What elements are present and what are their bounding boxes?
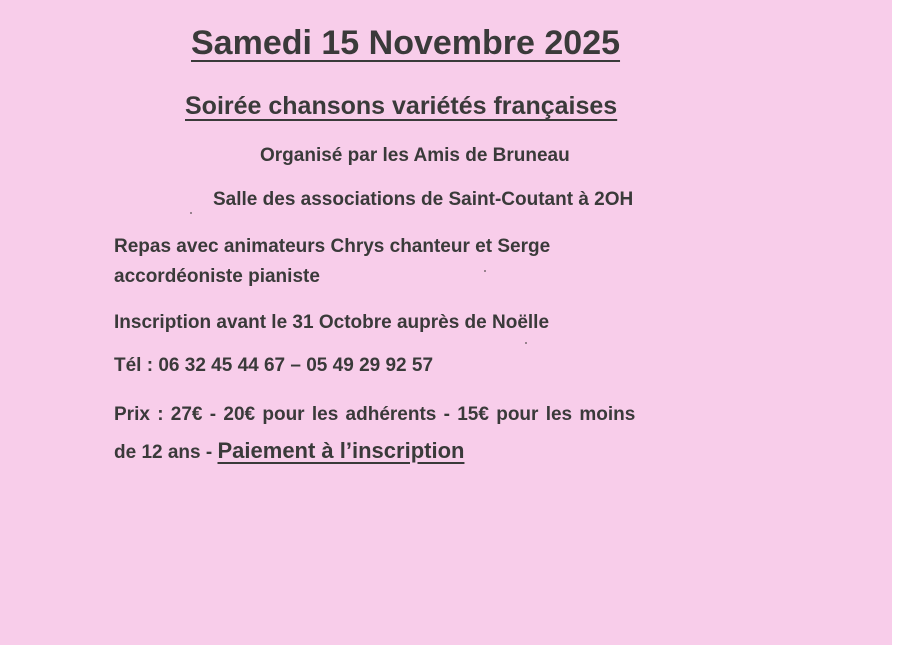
organiser-line: Organisé par les Amis de Bruneau — [260, 145, 570, 166]
price-line-2 — [114, 438, 464, 464]
paper-speck — [190, 212, 192, 214]
meal-line-1: Repas avec animateurs Chrys chanteur et Serge — [114, 236, 551, 257]
price-line-2-prefix: de 12 ans - — [114, 442, 218, 463]
event-subtitle: Soirée chansons variétés françaises — [185, 92, 618, 120]
meal-line-2: accordéoniste pianiste — [114, 266, 320, 287]
event-date-title: Samedi 15 Novembre 2025 — [191, 24, 621, 62]
paper-speck — [484, 270, 486, 272]
phone-line: Tél : 06 32 45 44 67 – 05 49 29 92 57 — [114, 355, 434, 376]
price-line-1: Prix : 27€ - 20€ pour les adhérents - 15€ pour les moins — [114, 404, 636, 425]
paper-speck — [525, 342, 527, 344]
registration-line: Inscription avant le 31 Octobre auprès de Noëlle — [114, 312, 550, 333]
venue-line: Salle des associations de Saint-Coutant à 2OH — [213, 189, 634, 210]
payment-notice: Paiement à l’inscription — [217, 438, 465, 463]
